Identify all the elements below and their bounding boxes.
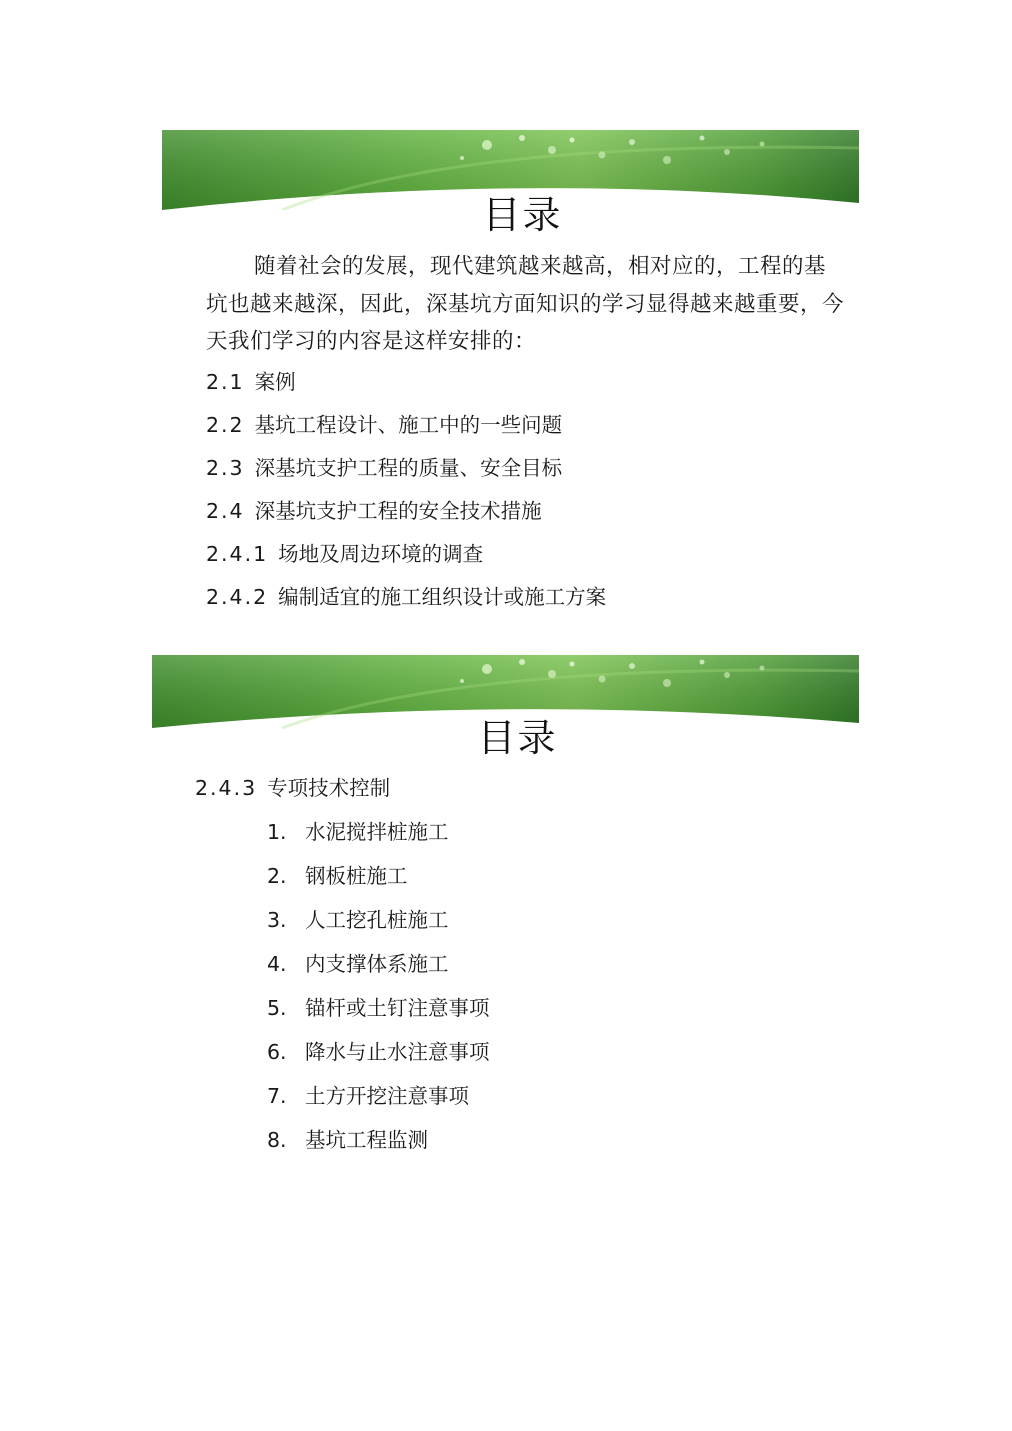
- list-item-number: 5.: [267, 996, 287, 1020]
- list-item-label: 水泥搅拌桩施工: [305, 820, 449, 844]
- page-title: 目录: [482, 193, 563, 237]
- list-item: [267, 949, 490, 993]
- list-item-number: 1.: [267, 820, 287, 844]
- list-item: [267, 1125, 490, 1169]
- list-item-label: 内支撑体系施工: [305, 952, 449, 976]
- toc-item-label: 基坑工程设计、施工中的一些问题: [254, 413, 563, 437]
- toc-item-number: 2.4.2: [206, 585, 269, 609]
- toc-item-number: 2.4.1: [206, 542, 269, 566]
- toc-item-number: 2.2: [206, 413, 245, 437]
- list-item-number: 2.: [267, 864, 287, 888]
- toc-item-label: 案例: [254, 370, 296, 394]
- toc-slide-1: [162, 130, 859, 630]
- toc-item: [206, 367, 606, 410]
- list-item: [267, 817, 490, 861]
- list-item-number: 4.: [267, 952, 287, 976]
- toc-item: [206, 453, 606, 496]
- toc-item-number: 2.1: [206, 370, 245, 394]
- section-heading-label: 专项技术控制: [267, 776, 391, 800]
- toc-item-number: 2.3: [206, 456, 245, 480]
- list-item-label: 土方开挖注意事项: [305, 1084, 469, 1108]
- list-item: [267, 905, 490, 949]
- intro-paragraph: 随着社会的发展，现代建筑越来越高，相对应的，工程的基坑也越来越深，因此，深基坑方面知识的学习显得越来越重要，今天我们学习的内容是这样安排的：: [206, 254, 845, 354]
- toc-item-label: 深基坑支护工程的安全技术措施: [254, 499, 542, 523]
- toc-list: [206, 367, 606, 625]
- toc-item-number: 2.4: [206, 499, 245, 523]
- toc-item-label: 编制适宜的施工组织设计或施工方案: [278, 585, 607, 609]
- section-heading: [195, 773, 390, 803]
- list-item-label: 降水与止水注意事项: [305, 1040, 490, 1064]
- list-item-label: 人工挖孔桩施工: [305, 908, 449, 932]
- section-heading-number: 2.4.3: [195, 776, 258, 800]
- list-item: [267, 1037, 490, 1081]
- toc-slide-2: [152, 655, 859, 1175]
- toc-item: [206, 582, 606, 625]
- list-item-number: 7.: [267, 1084, 287, 1108]
- toc-item-label: 场地及周边环境的调查: [278, 542, 484, 566]
- page-title: 目录: [477, 716, 558, 760]
- list-item-label: 基坑工程监测: [305, 1128, 428, 1152]
- list-item: [267, 1081, 490, 1125]
- list-item-number: 3.: [267, 908, 287, 932]
- list-item-number: 6.: [267, 1040, 287, 1064]
- list-item-number: 8.: [267, 1128, 287, 1152]
- list-item-label: 钢板桩施工: [305, 864, 408, 888]
- toc-item-label: 深基坑支护工程的质量、安全目标: [254, 456, 563, 480]
- toc-item: [206, 496, 606, 539]
- toc-item: [206, 539, 606, 582]
- numbered-list: [267, 817, 490, 1169]
- toc-item: [206, 410, 606, 453]
- list-item-label: 锚杆或土钉注意事项: [305, 996, 490, 1020]
- list-item: [267, 993, 490, 1037]
- list-item: [267, 861, 490, 905]
